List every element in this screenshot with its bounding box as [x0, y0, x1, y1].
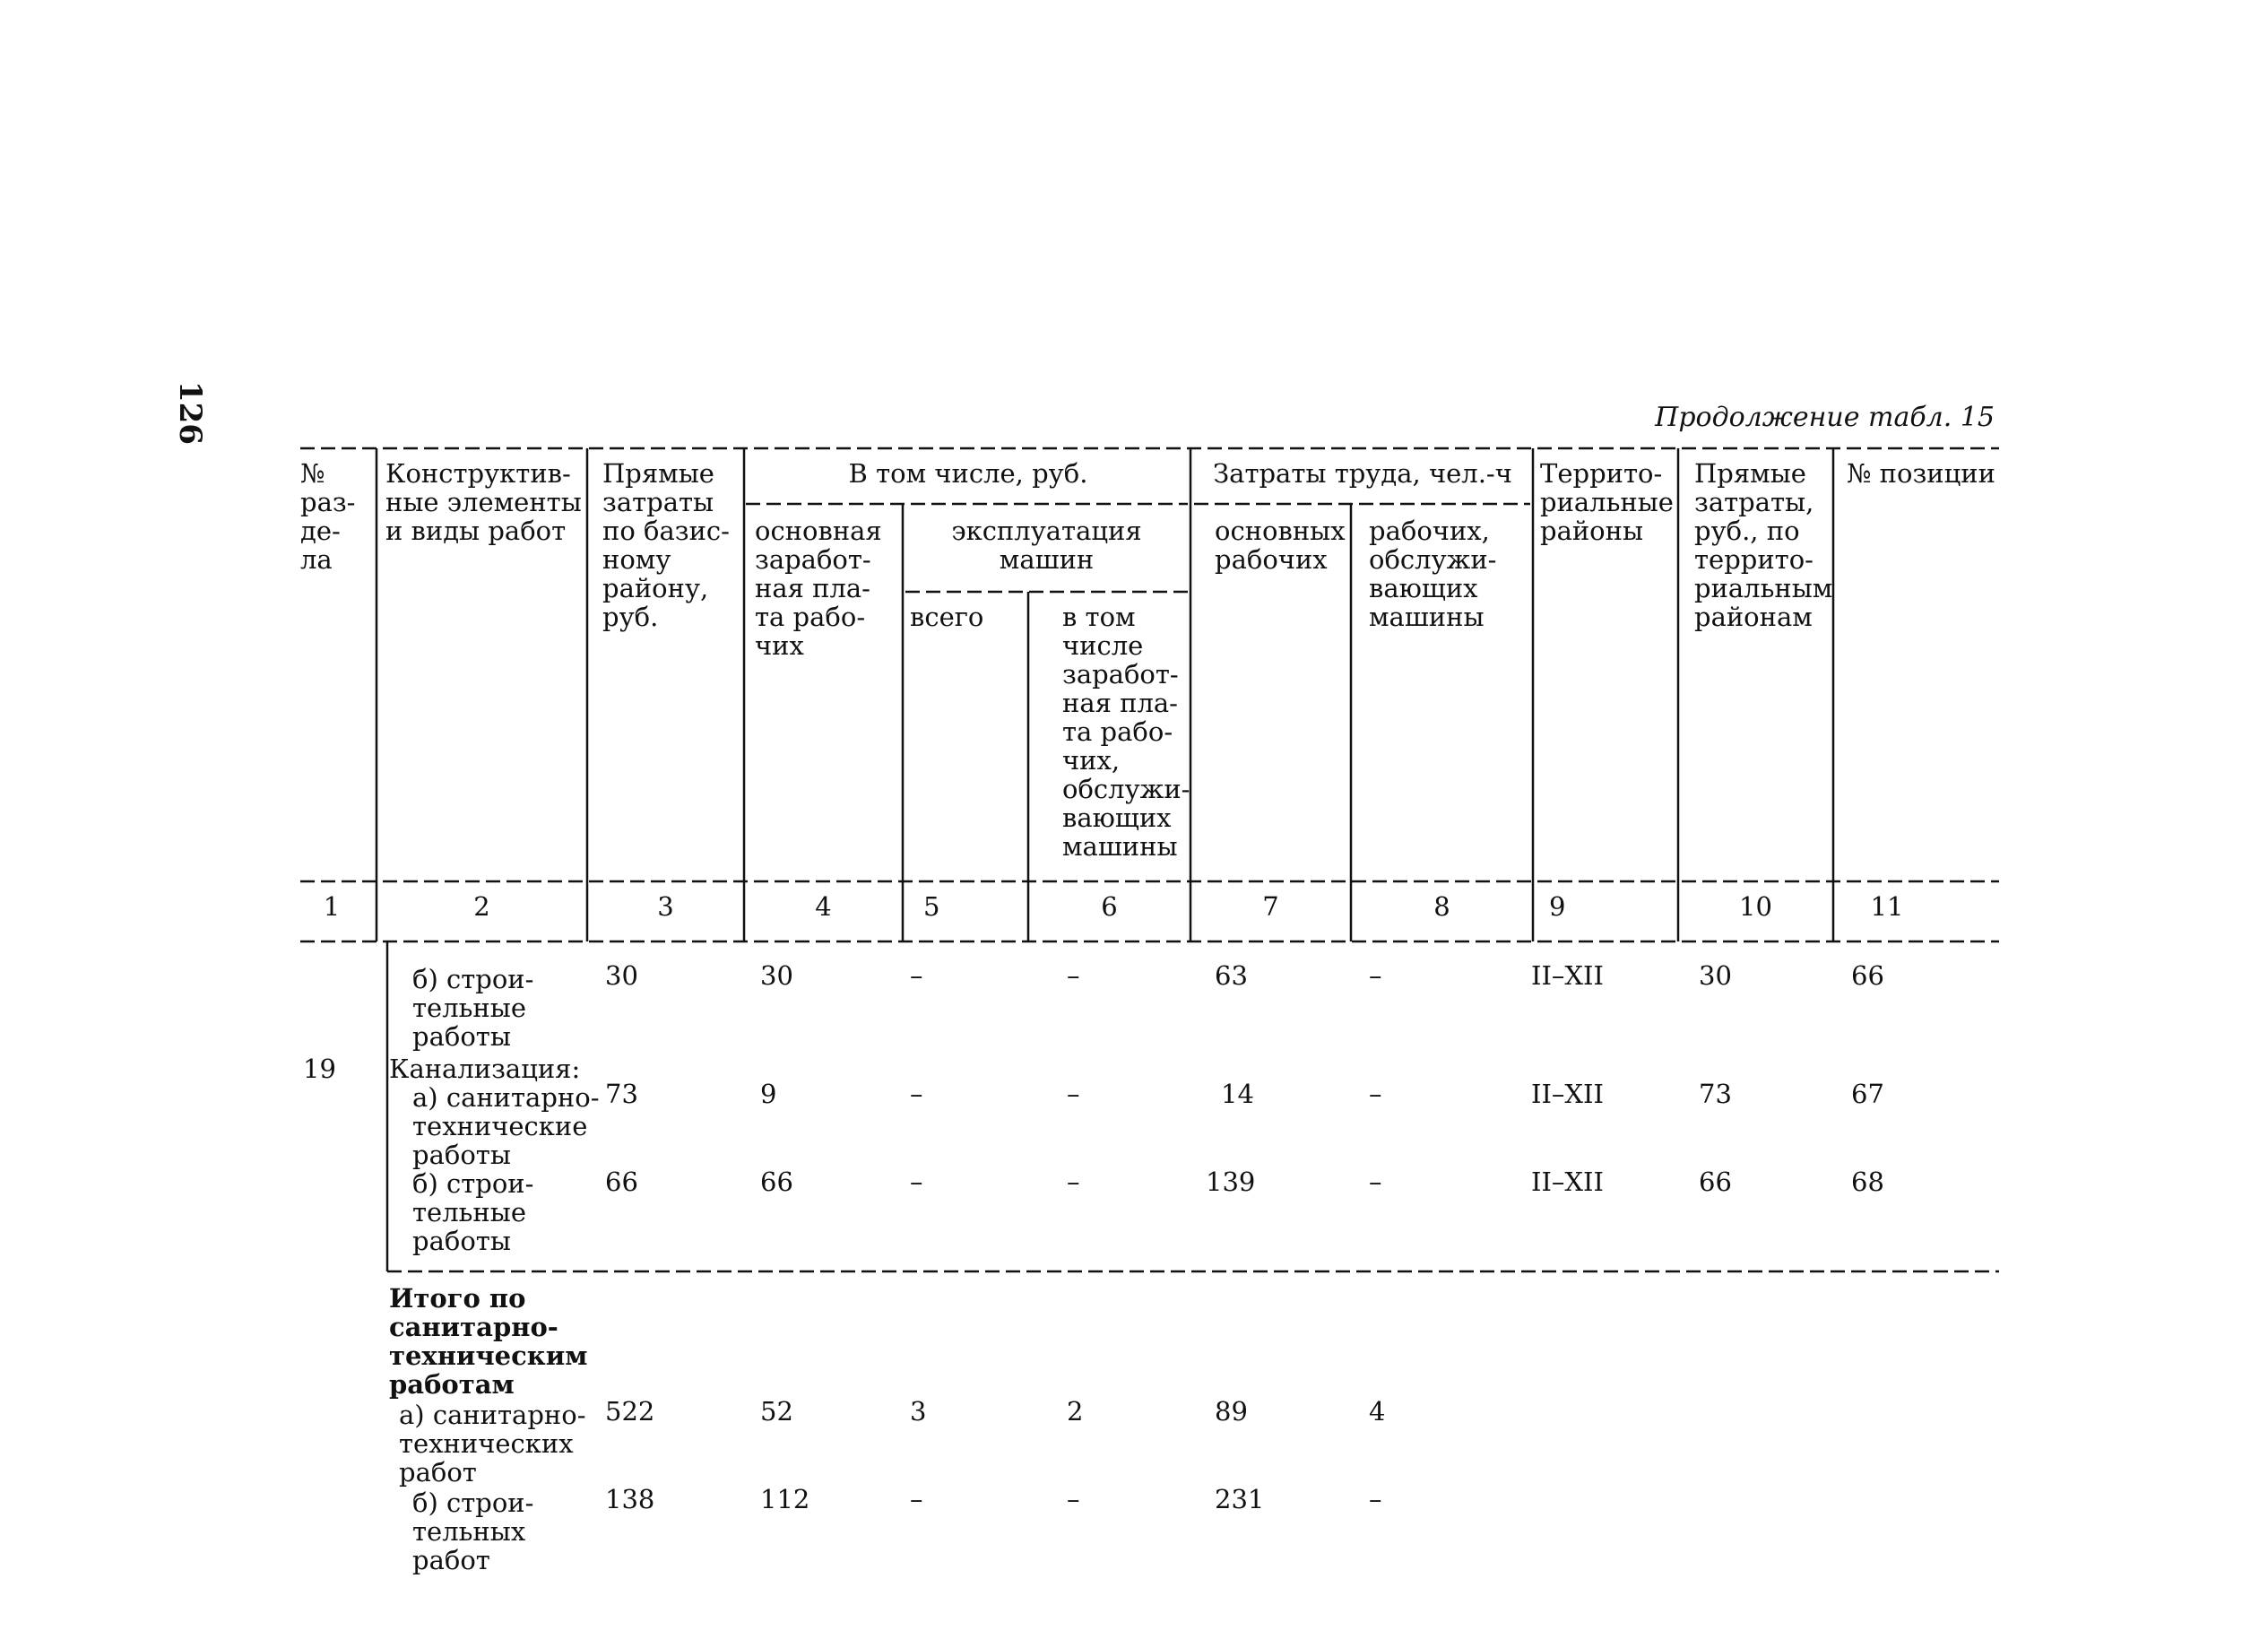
total-main-workers: 231	[1215, 1484, 1265, 1514]
cell-base-wage: 30	[760, 960, 793, 991]
cell-direct-costs-regions: 66	[1699, 1167, 1732, 1197]
section-title: Канализация:	[389, 1054, 581, 1084]
cell-position-number: 67	[1851, 1079, 1884, 1109]
total-base-wage: 112	[760, 1484, 810, 1514]
total-main-workers: 89	[1215, 1396, 1248, 1427]
cell-machines-total: –	[910, 1079, 923, 1109]
header-direct-costs-base: Прямые затраты по базис- ному району, руб.	[602, 458, 730, 632]
cell-position-number: 68	[1851, 1167, 1884, 1197]
page-number: 126	[172, 381, 208, 445]
col-number: 3	[657, 891, 674, 922]
cell-machines-wage: –	[1067, 960, 1080, 991]
cell-machines-wage: –	[1067, 1079, 1080, 1109]
cell-machine-workers: –	[1369, 960, 1382, 991]
cell-direct-costs-regions: 73	[1699, 1079, 1732, 1109]
header-section-number: № раз- де- ла	[300, 458, 356, 575]
col-number: 5	[923, 891, 940, 922]
col-number: 2	[473, 891, 490, 922]
cell-territorial-regions: II–XII	[1531, 1079, 1604, 1109]
cell-base-wage: 66	[760, 1167, 793, 1197]
total-machines-wage: –	[1067, 1484, 1080, 1514]
col-number: 7	[1262, 891, 1279, 922]
header-machines-wage: в том числе заработ- ная пла- та рабо- чих, обслужи- вающих машины	[1062, 602, 1190, 862]
total-row-name: а) санитарно- технических работ	[399, 1400, 586, 1488]
header-position-number: № позиции	[1847, 458, 1995, 489]
header-base-wage: основная заработ- ная пла- та рабо- чих	[755, 516, 882, 661]
cell-main-workers: 63	[1215, 960, 1248, 991]
total-machine-workers: 4	[1369, 1396, 1386, 1427]
cell-direct-costs-regions: 30	[1699, 960, 1732, 991]
row-name: б) строи- тельные работы	[412, 1168, 534, 1256]
col-number: 11	[1870, 891, 1904, 922]
total-machines-total: –	[910, 1484, 923, 1514]
header-main-workers: основных рабочих	[1215, 516, 1346, 575]
total-title: Итого по санитарно- техническим работам	[389, 1283, 588, 1400]
row-name: б) строи- тельные работы	[412, 964, 534, 1052]
col-number: 10	[1739, 891, 1772, 922]
header-machines-total: всего	[910, 602, 984, 632]
cell-base-wage: 9	[760, 1079, 777, 1109]
header-group-labor: Затраты труда, чел.-ч	[1213, 458, 1512, 489]
cell-territorial-regions: II–XII	[1531, 960, 1604, 991]
cell-main-workers: 14	[1221, 1079, 1254, 1109]
cell-direct-costs: 66	[605, 1167, 638, 1197]
cell-machine-workers: –	[1369, 1079, 1382, 1109]
cell-machines-wage: –	[1067, 1167, 1080, 1197]
cell-machine-workers: –	[1369, 1167, 1382, 1197]
cell-territorial-regions: II–XII	[1531, 1167, 1604, 1197]
header-machine-workers: рабочих, обслужи- вающих машины	[1369, 516, 1497, 632]
cell-main-workers: 139	[1206, 1167, 1256, 1197]
row-name: а) санитарно- технические работы	[412, 1082, 600, 1170]
col-number: 9	[1549, 891, 1566, 922]
total-base-wage: 52	[760, 1396, 793, 1427]
header-territorial-regions: Террито- риальные районы	[1540, 458, 1674, 546]
cell-machines-total: –	[910, 1167, 923, 1197]
cell-direct-costs: 73	[605, 1079, 638, 1109]
total-row-name: б) строи- тельных работ	[412, 1488, 534, 1575]
continuation-title: Продолжение табл. 15	[1655, 402, 1995, 433]
total-machine-workers: –	[1369, 1484, 1382, 1514]
total-machines-total: 3	[910, 1396, 927, 1427]
col-number: 8	[1433, 891, 1450, 922]
cell-direct-costs: 30	[605, 960, 638, 991]
col-number: 6	[1101, 891, 1118, 922]
col-number: 4	[815, 891, 832, 922]
cell-machines-total: –	[910, 960, 923, 991]
header-direct-costs-regions: Прямые затраты, руб., по террито- риальным районам	[1694, 458, 1833, 632]
cell-position-number: 66	[1851, 960, 1884, 991]
col-number: 1	[323, 891, 341, 922]
total-machines-wage: 2	[1067, 1396, 1084, 1427]
section-number: 19	[303, 1054, 336, 1084]
total-direct-costs: 138	[605, 1484, 655, 1514]
header-group-cost: В том числе, руб.	[848, 458, 1088, 489]
total-direct-costs: 522	[605, 1396, 655, 1427]
header-group-machines: эксплуатация машин	[951, 516, 1142, 575]
header-construction-elements: Конструктив- ные элементы и виды работ	[385, 458, 582, 546]
